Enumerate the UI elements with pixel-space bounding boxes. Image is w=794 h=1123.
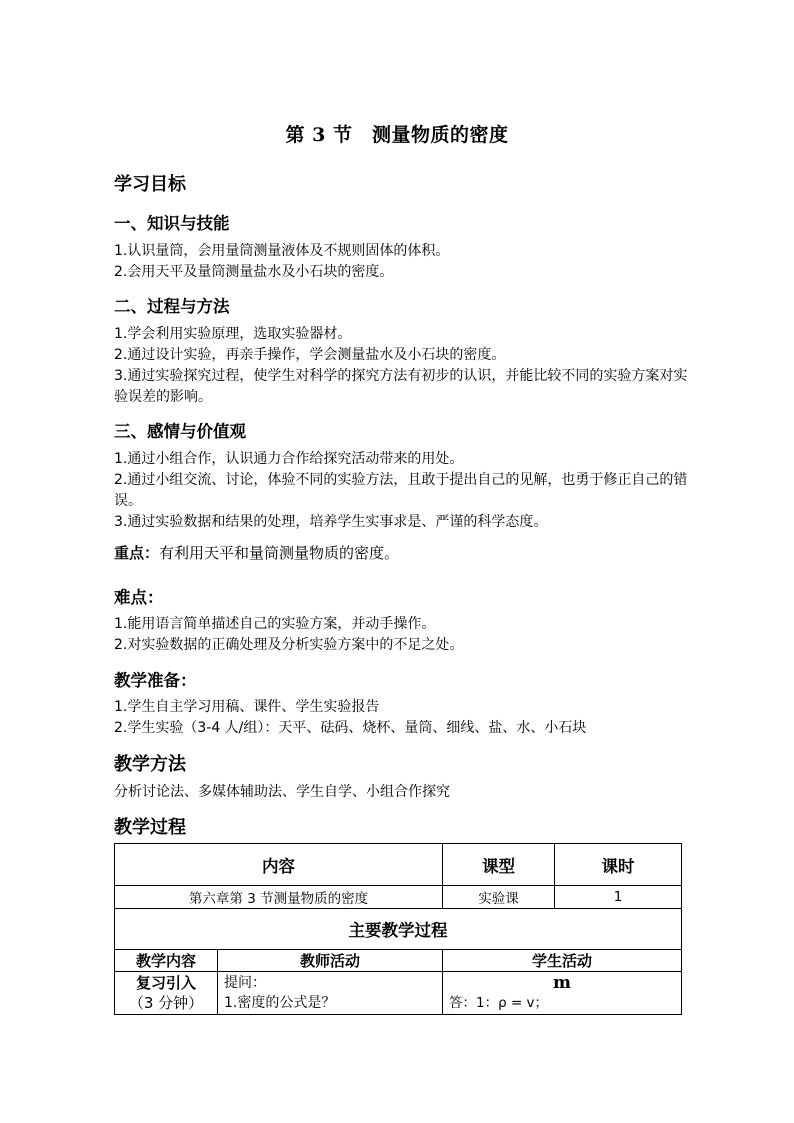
- table-header-row: [115, 844, 682, 886]
- table-row: [115, 886, 682, 909]
- teacher-line: 提问：: [224, 975, 266, 991]
- key-point-text: 有利用天平和量筒测量物质的密度。: [159, 544, 400, 562]
- formula-numerator: m: [553, 973, 571, 993]
- knowledge-list: [114, 241, 689, 283]
- list-item: 1.通过小组合作，认识通力合作给探究活动带来的用处。: [114, 451, 464, 467]
- answer-prefix: 答：1：: [449, 995, 499, 1011]
- process-table-heading: 教学过程: [114, 817, 186, 838]
- answer-suffix: ；: [534, 995, 549, 1011]
- table-row: [115, 972, 682, 1015]
- table-cell: 实验课: [443, 886, 555, 909]
- table-row: [115, 909, 682, 950]
- list-item: 1.认识量筒，会用量筒测量液体及不规则固体的体积。: [114, 243, 450, 259]
- method-heading: 教学方法: [114, 754, 186, 775]
- table-subheader-cell: 学生活动: [443, 950, 682, 972]
- table-subheader-cell: 教师活动: [218, 950, 443, 972]
- content-line: （3 分钟）: [128, 994, 204, 1012]
- content-line: 复习引入: [135, 974, 196, 992]
- main-process-title: 主要教学过程: [115, 909, 682, 950]
- table-cell: [115, 972, 218, 1015]
- list-item: 1.能用语言简单描述自己的实验方案，并动手操作。: [114, 616, 436, 632]
- table-header-cell: 内容: [115, 844, 443, 886]
- list-item: 2.会用天平及量筒测量盐水及小石块的密度。: [114, 264, 394, 280]
- teacher-line: 1.密度的公式是？: [224, 995, 336, 1011]
- preparation-list: [114, 697, 689, 739]
- key-point-label: 重点：: [114, 544, 160, 562]
- answer-formula: ρ = v: [498, 995, 535, 1011]
- table-cell: [218, 972, 443, 1015]
- list-item: 2.对实验数据的正确处理及分析实验方案中的不足之处。: [114, 637, 464, 653]
- answer-line: [443, 993, 681, 1013]
- difficulty-list: [114, 614, 689, 656]
- table-cell: 1: [555, 886, 682, 909]
- page-title: 第 3 节 测量物质的密度: [285, 124, 509, 146]
- process-heading: 二、过程与方法: [114, 297, 230, 316]
- list-item: 2.学生实验（3-4 人/组）：天平、砝码、烧杯、量筒、细线、盐、水、小石块: [114, 720, 587, 736]
- table-cell: [443, 972, 682, 1015]
- emotion-list: [114, 449, 689, 533]
- objectives-heading: 学习目标: [114, 174, 186, 195]
- process-list: [114, 324, 689, 408]
- table-header-cell: 课时: [555, 844, 682, 886]
- table-subheader-cell: 教学内容: [115, 950, 218, 972]
- table-header-cell: 课型: [443, 844, 555, 886]
- list-item: 2.通过小组交流、讨论，体验不同的实验方法，且敢于提出自己的见解，也勇于修正自己的错误。: [114, 472, 688, 509]
- emotion-heading: 三、感情与价值观: [114, 422, 246, 441]
- table-cell: 第六章第 3 节测量物质的密度: [115, 886, 443, 909]
- lesson-table: [114, 843, 682, 1015]
- knowledge-heading: 一、知识与技能: [114, 214, 230, 233]
- list-item: 1.学会利用实验原理，选取实验器材。: [114, 326, 352, 342]
- table-subheader-row: [115, 950, 682, 972]
- list-item: 2.通过设计实验，再亲手操作，学会测量盐水及小石块的密度。: [114, 347, 506, 363]
- method-text: 分析讨论法、多媒体辅助法、学生自学、小组合作探究: [114, 784, 450, 800]
- list-item: 1.学生自主学习用稿、课件、学生实验报告: [114, 699, 380, 715]
- preparation-heading: 教学准备：: [114, 671, 197, 690]
- list-item: 3.通过实验探究过程，使学生对科学的探究方法有初步的认识，并能比较不同的实验方案对实验误差的影响。: [114, 368, 688, 405]
- difficulty-heading: 难点：: [114, 588, 164, 607]
- key-point: [114, 543, 689, 564]
- list-item: 3.通过实验数据和结果的处理，培养学生实事求是、严谨的科学态度。: [114, 514, 548, 530]
